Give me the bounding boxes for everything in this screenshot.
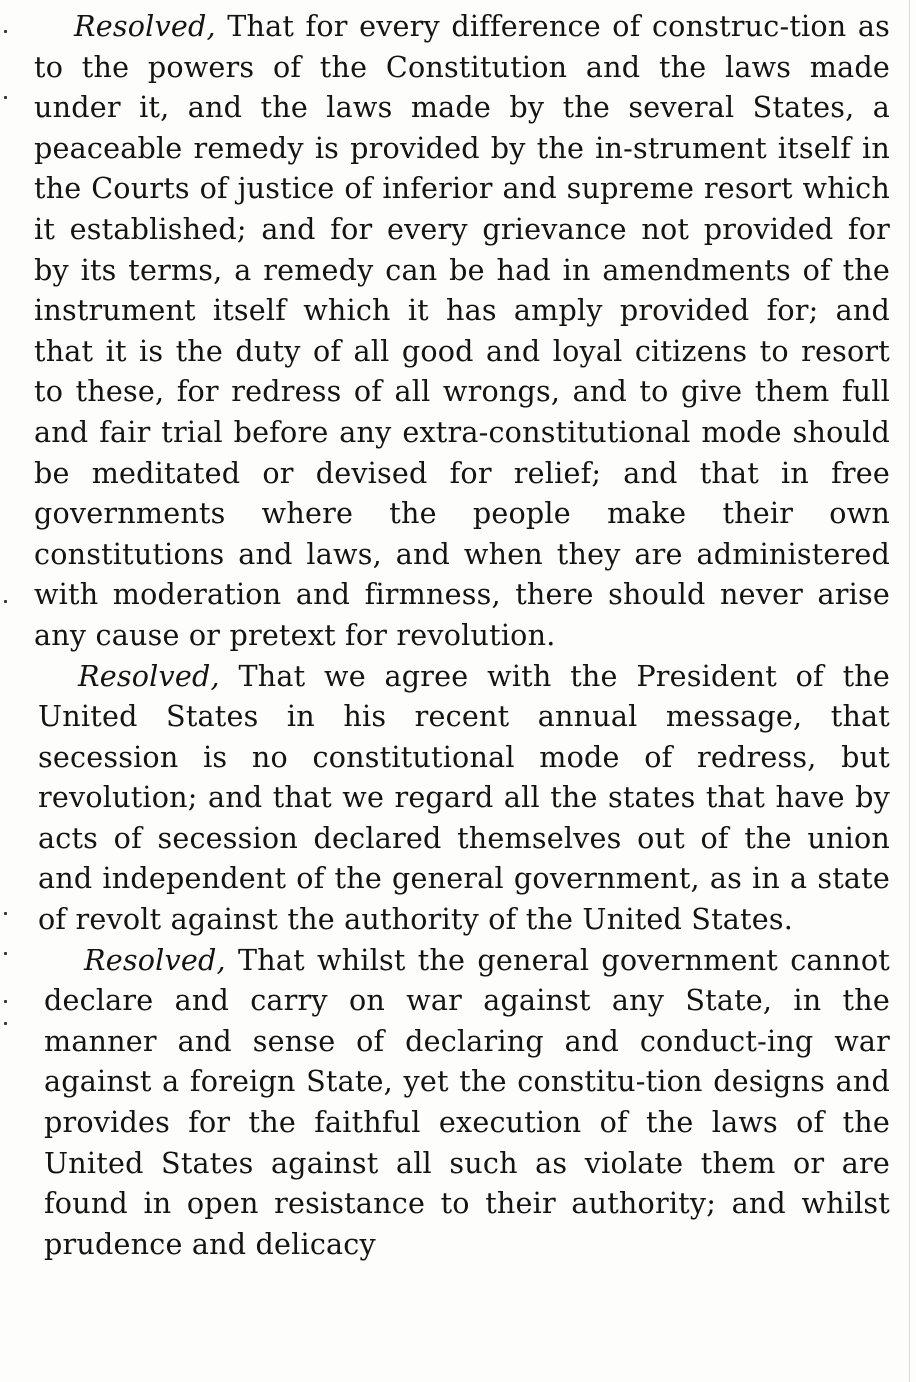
resolved-lead: Resolved, [74, 9, 216, 43]
resolution-text: That we agree with the President of the United States in his recent annual message, that secession is no constitutional mode of redress, but revolution; and that we regard all the states that have by acts of secession declared themselves out of the union and independent of the general government, as in a state of revolt against the authority of the United States. [38, 658, 890, 937]
resolution-text: That whilst the general government cannot declare and carry on war against any State, in the manner and sense of declaring and conduct-ing war against a foreign State, yet the constitu-tion designs and provides for the faithful execution of the laws of the United States against all such as violate them or are found in open resistance to their authority; and whilst prudence and delicacy [44, 942, 890, 1261]
article-column [34, 6, 890, 1264]
resolved-lead: Resolved, [84, 942, 226, 977]
column-rule [909, 0, 910, 1382]
resolution-text: That for every difference of construc-tion as to the powers of the Constitution and the laws made under it, and the laws made by the several States, a peaceable remedy is provided by the in-strument itself in the Courts of justice of inferior and supreme resort which it established; and for every grievance not provided for by its terms, a remedy can be had in amendments of the instrument itself which it has amply provided for; and that it is the duty of all good and loyal citizens to resort to these, for redress of all wrongs, and to give them full and fair trial before any extra-constitutional mode should be meditated or devised for relief; and that in free governments where the people make their own constitutions and laws, and when they are administered with moderation and firmness, there should never arise any cause or pretext for revolution. [34, 9, 890, 652]
resolved-lead: Resolved, [78, 658, 220, 693]
resolution-paragraph-2 [34, 656, 890, 940]
resolution-paragraph-1 [34, 6, 890, 656]
resolution-paragraph-3 [34, 940, 890, 1265]
